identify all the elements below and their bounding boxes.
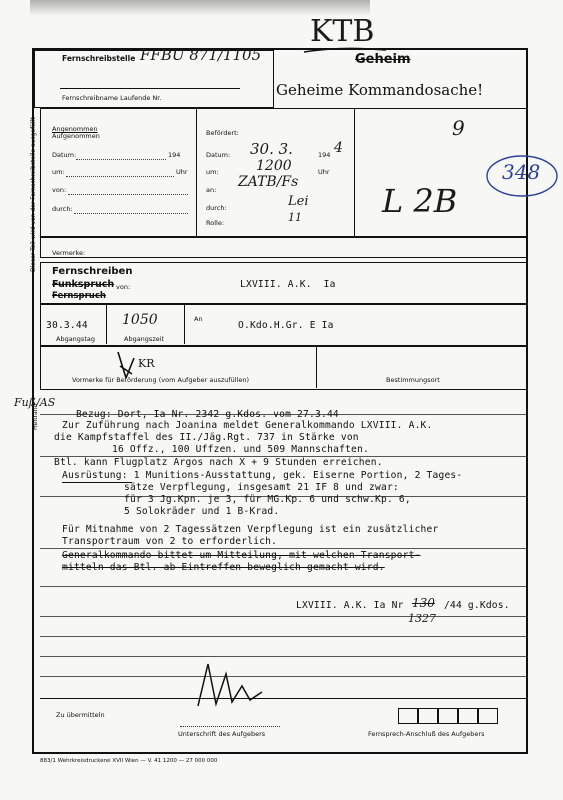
signature-ref: LXVIII. A.K. Ia Nr	[296, 600, 404, 611]
corner-mark-l2b: L 2B	[382, 182, 458, 220]
signature-struck-number: 130	[412, 596, 435, 610]
abgangstag-label: Abgangstag	[56, 335, 95, 343]
angenommen-jahr: 194	[168, 151, 181, 159]
geheime-kommandosache: Geheime Kommandosache!	[276, 81, 484, 99]
body-line-11: Transportraum von 2 to erforderlich.	[62, 536, 278, 547]
befoerdert-an-value: ZATB/Fs	[238, 174, 299, 190]
circled-number: 348	[502, 160, 541, 184]
body-line-5: Btl. kann Flugplatz Argos nach X + 9 Stunden erreichen.	[54, 457, 383, 468]
abgangszeit-label: Abgangszeit	[124, 335, 165, 343]
unterschrift-label: Unterschrift des Aufgebers	[178, 730, 266, 738]
angenommen-von-label: von:	[52, 186, 67, 194]
angenommen-von-line	[68, 194, 188, 195]
heftrand-label: Heftrand	[32, 403, 39, 430]
margin-note: Fuß/AS	[14, 396, 56, 409]
body-line-8: für 3 Jg.Kpn. je 3, für MG.Kp. 6 und schw.Kp. 6,	[124, 494, 411, 505]
abgangstag-value: 30.3.44	[46, 320, 88, 331]
befoerdert-jahr: 194	[318, 151, 331, 159]
corner-mark-9: 9	[452, 116, 465, 140]
angenommen-uhr: Uhr	[176, 168, 188, 176]
befoerdert-um-value: 1200	[256, 158, 292, 174]
ausruestung-underline	[62, 482, 132, 483]
ktb-handwritten: KTB	[310, 14, 375, 49]
body-line-6: Ausrüstung: 1 Munitions-Ausstattung, gek. Eiserne Portion, 2 Tages-	[62, 470, 463, 481]
signature-suffix: /44 g.Kdos.	[444, 600, 510, 611]
befoerdert-um-label: um:	[206, 168, 219, 176]
an-label: An	[194, 315, 203, 323]
befoerdert-rolle-label: Rolle:	[206, 219, 225, 227]
signature-scribble	[190, 656, 270, 716]
befoerdert-title: Befördert:	[206, 129, 239, 137]
fernspruch-label: Fernspruch	[52, 291, 106, 301]
footer-rule	[40, 698, 526, 699]
angenommen-durch-line	[74, 213, 188, 214]
body-line-2: Zur Zuführung nach Joanina meldet Generalkommando LXVIII. A.K.	[62, 420, 433, 431]
receipt-divider-2	[354, 108, 355, 236]
side-note: Dieser Teil wird von der Fernschreibstelle ausgefüllt	[30, 117, 37, 272]
abgang-divider-2	[184, 304, 185, 344]
angenommen-title: Angenommen	[52, 125, 98, 133]
angenommen-durch-label: durch:	[52, 205, 73, 213]
body-line-7: sätze Verpflegung, insgesamt 21 IF 8 und zwar:	[124, 482, 399, 493]
befoerdert-an-label: an:	[206, 186, 217, 194]
body-line-1	[64, 398, 339, 420]
angenommen-um-label: um:	[52, 168, 65, 176]
body-line-12: Generalkommando bittet um Mitteilung, mit welchen Transport-	[62, 550, 421, 561]
vormerke-initial: KR	[138, 357, 155, 370]
printer-imprint: 883/1 Wehrkreisdruckerei XVII Wien — V. 41 1200 — 27 000 000	[40, 758, 218, 764]
body-line-4: 16 Offz., 100 Uffzen. und 509 Mannschaften.	[112, 444, 369, 455]
vermerke-box	[40, 236, 528, 258]
fernschreibstelle-label: Fernschreibstelle	[62, 54, 136, 63]
fernschreibstelle-handwritten: FFBU 871/1105	[140, 46, 262, 64]
body-line-13: mitteln das Btl. ab Eintreffen beweglich gemacht wird.	[62, 562, 385, 573]
befoerdert-datum-label: Datum:	[206, 151, 231, 159]
vormerke-divider	[316, 346, 317, 388]
abgangszeit-value: 1050	[122, 312, 158, 328]
receipt-divider-1	[196, 108, 197, 236]
recipient: O.Kdo.H.Gr. E Ia	[238, 320, 334, 331]
befoerdert-datum-value: 30. 3.	[250, 140, 293, 158]
zu-uebermitteln-label: Zu übermitteln	[56, 711, 105, 719]
funkspruch-label: Funkspruch	[52, 279, 115, 290]
abgang-divider-1	[106, 304, 107, 344]
fernschreiben-von: von:	[116, 283, 131, 291]
befoerdert-durch-label: durch:	[206, 204, 227, 212]
bezug-text: Bezug: Dort, Ia Nr. 2342 g.Kdos. vom 27.3.44	[75, 409, 339, 420]
sender-unit: LXVIII. A.K. Ia	[240, 279, 336, 290]
geheim-text: Geheim	[355, 52, 411, 67]
befoerdert-uhr: Uhr	[318, 168, 330, 176]
fernschreiben-label: Fernschreiben	[52, 266, 133, 277]
befoerdert-jahr-suffix: 4	[334, 140, 343, 156]
body-line-9: 5 Solokräder und 1 B-Krad.	[124, 506, 280, 517]
vormerke-label: Vormerke für Beförderung (vom Aufgeber auszufüllen)	[72, 376, 250, 384]
body-line-3: die Kampfstaffel des II./Jäg.Rgt. 737 in Stärke von	[54, 432, 359, 443]
unterschrift-line	[180, 726, 280, 727]
angenommen-um-line	[66, 176, 174, 177]
befoerdert-durch-value: Lei	[288, 194, 309, 209]
signature-number: 1327	[408, 612, 436, 625]
fernsprech-label: Fernsprech-Anschluß des Aufgebers	[368, 730, 485, 738]
aufgenommen-title: Aufgenommen	[52, 132, 100, 140]
bestimmungsort-label: Bestimmungsort	[386, 376, 440, 384]
befoerdert-rolle-value: 11	[288, 211, 302, 224]
vermerke-label: Vermerke:	[52, 249, 86, 257]
angenommen-datum-label: Datum:	[52, 151, 77, 159]
laufende-nr-label: Fernschreibname Laufende Nr.	[62, 94, 162, 102]
body-line-10: Für Mitnahme von 2 Tagessätzen Verpflegung ist ein zusätzlicher	[62, 524, 439, 535]
angenommen-datum-line	[76, 159, 166, 160]
